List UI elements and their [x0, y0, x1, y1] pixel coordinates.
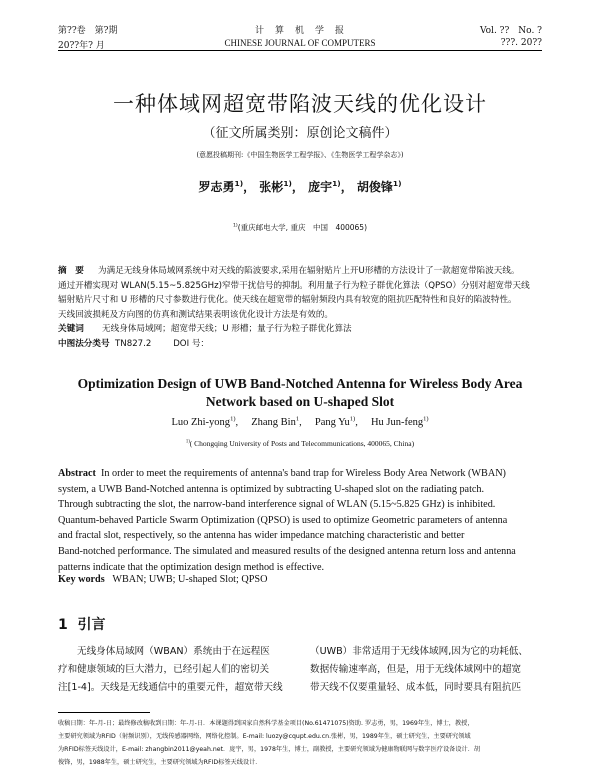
paper-title-cn: 一种体域网超宽带陷波天线的优化设计 [113, 92, 487, 116]
author-cn: 庞宇$^{1)}$， [308, 179, 353, 194]
abstract-cn-label: 摘 要 [58, 266, 84, 276]
journal-name-cn: 计 算 机 学 报 [254, 26, 345, 36]
volume-issue: 第??卷 第?期 [58, 26, 118, 36]
affiliation-en: $^{1)}$( Chongqing University of Posts and Telecommunications, 400065, China) [185, 439, 415, 448]
footnote-rule [58, 712, 150, 713]
issue-date: 20??年? 月 [58, 41, 105, 51]
keywords-en: WBAN; UWB; U-shaped Slot; QPSO [112, 574, 268, 586]
clc-value: TN827.2 [115, 338, 152, 349]
doi-label: DOI 号： [173, 338, 210, 349]
submission-category: （征文所属类别：原创论文稿件） [202, 126, 398, 141]
volume-number-en: Vol. ?? No. ? [479, 26, 542, 36]
header-rule [58, 50, 542, 51]
author-cn: 胡俊锋$^{1)}$ [356, 179, 402, 194]
authors-en [0, 414, 600, 429]
affiliation-cn: $^{1)}$(重庆邮电大学, 重庆 中国 400065) [232, 223, 367, 232]
date-en: ???. 20?? [500, 38, 542, 48]
column-right: （UWB）非常适用于无线体域网,因为它的功耗低、 数据传输速率高，但是，用于无线体域网中的超宽 带天线不仅要重量轻、成本低，同时要具有阻抗匹 [310, 646, 529, 693]
author-en: Pang Yu$^{1)}$, [314, 415, 369, 428]
author-en: Hu Jun-feng$^{1)}$ [370, 415, 429, 428]
author-cn: 张彬$^{1)}$， [259, 179, 304, 194]
abstract-en: Abstract In order to meet the requirements of antenna's band trap for Wireless Body Area Network (WBAN) system, a UWB Band-Notched antenna is optimized by subtracting U-shaped slot on the radiating patch. Through subtracting the slot, the narrow-band interference signal of WLAN (5.15~5.825 GHz) is inhibited. Quantum-behaved Particle Swarm Optimization (QPSO) is used to optimize Geometric parameters of antenna and fractal slot, respectively, so the antenna has wider impedance matching characteristic and better Band-notched performance. The simulated and measured results of the designed antenna return loss and antenna patterns indicate that the optimization design method is effective. Key words WBAN; UWB; U-shaped Slot; QPSO [58, 468, 516, 586]
abstract-en-label: Abstract [58, 468, 96, 479]
clc-label: 中图法分类号 [58, 338, 110, 349]
journal-name-en: CHINESE JOURNAL OF COMPUTERS [224, 38, 376, 48]
keywords-en-label: Key words [58, 574, 105, 586]
author-en: Zhang Bin$^1$, [251, 415, 313, 428]
column-left: 无线身体局域网（WBAN）系统由于在远程医 疗和健康领域的巨大潜力，已经引起人们的密切关 注[1-4]。天线是无线通信中的重要元件，超宽带天线 [58, 646, 283, 693]
abstract-cn: 摘 要 为满足无线身体局域网系统中对天线的陷波要求,采用在辐射贴片上开U形槽的方法设计了一款超宽带陷波天线。 通过开槽实现对 WLAN(5.15~5.825GHz)窄带干扰信号的抑制。利用量子行为粒子群优化算法（QPSO）分别对超宽带天线 辐射贴片尺寸和 U 形槽的尺寸参数进行优化。使天线在超宽带的辐射频段内具有较宽的阻抗匹配特性和良好的陷波特性。 天线回波损耗及方向图的仿真和测试结果表明该优化设计方法是有效的。 关键词 无线身体局域网；超宽带天线；U 形槽；量子行为粒子群优化算法 中图法分类号 TN827.2 DOI 号： [58, 266, 530, 349]
paper-title-en: Optimization Design of UWB Band-Notched Antenna for Wireless Body Area Network based on U-shaped Slot [77, 376, 523, 409]
keywords-cn-label: 关键词 [58, 324, 84, 335]
target-journals: (意愿投稿期刊:《中国生物医学工程学报》、《生物医学工程学杂志》) [196, 151, 404, 159]
keywords-cn: 无线身体局域网；超宽带天线；U 形槽；量子行为粒子群优化算法 [102, 324, 352, 335]
author-cn: 罗志勇$^{1)}$， [198, 179, 256, 194]
author-en: Luo Zhi-yong$^{1)}$, [171, 415, 249, 428]
authors-cn [0, 178, 600, 195]
footnote: 收稿日期：年-月-日；最终修改稿收到日期：年-月-日．本课题得到国家自然科学基金项目(No.61471075)资助. 罗志勇，男，1969年生，博士，教授， 主要研究领域为RFID（射频识别），无线传感器网络，网络化控制。E-mail: luozy@cqupt.edu.cn.张彬，男，1989年生，硕士研究生，主要研究领域 为RFID标签天线设计，E-mail: zhangbin2011@yeah.net．庞宇，男，1978年生，博士，副教授，主要研究领域为健康物联网与数字医疗设备设计．胡 俊锋，男，1988年生，硕士研究生，主要研究领域为RFID标签天线设计． [58, 720, 481, 766]
section-heading: 1 引言 [58, 617, 106, 633]
